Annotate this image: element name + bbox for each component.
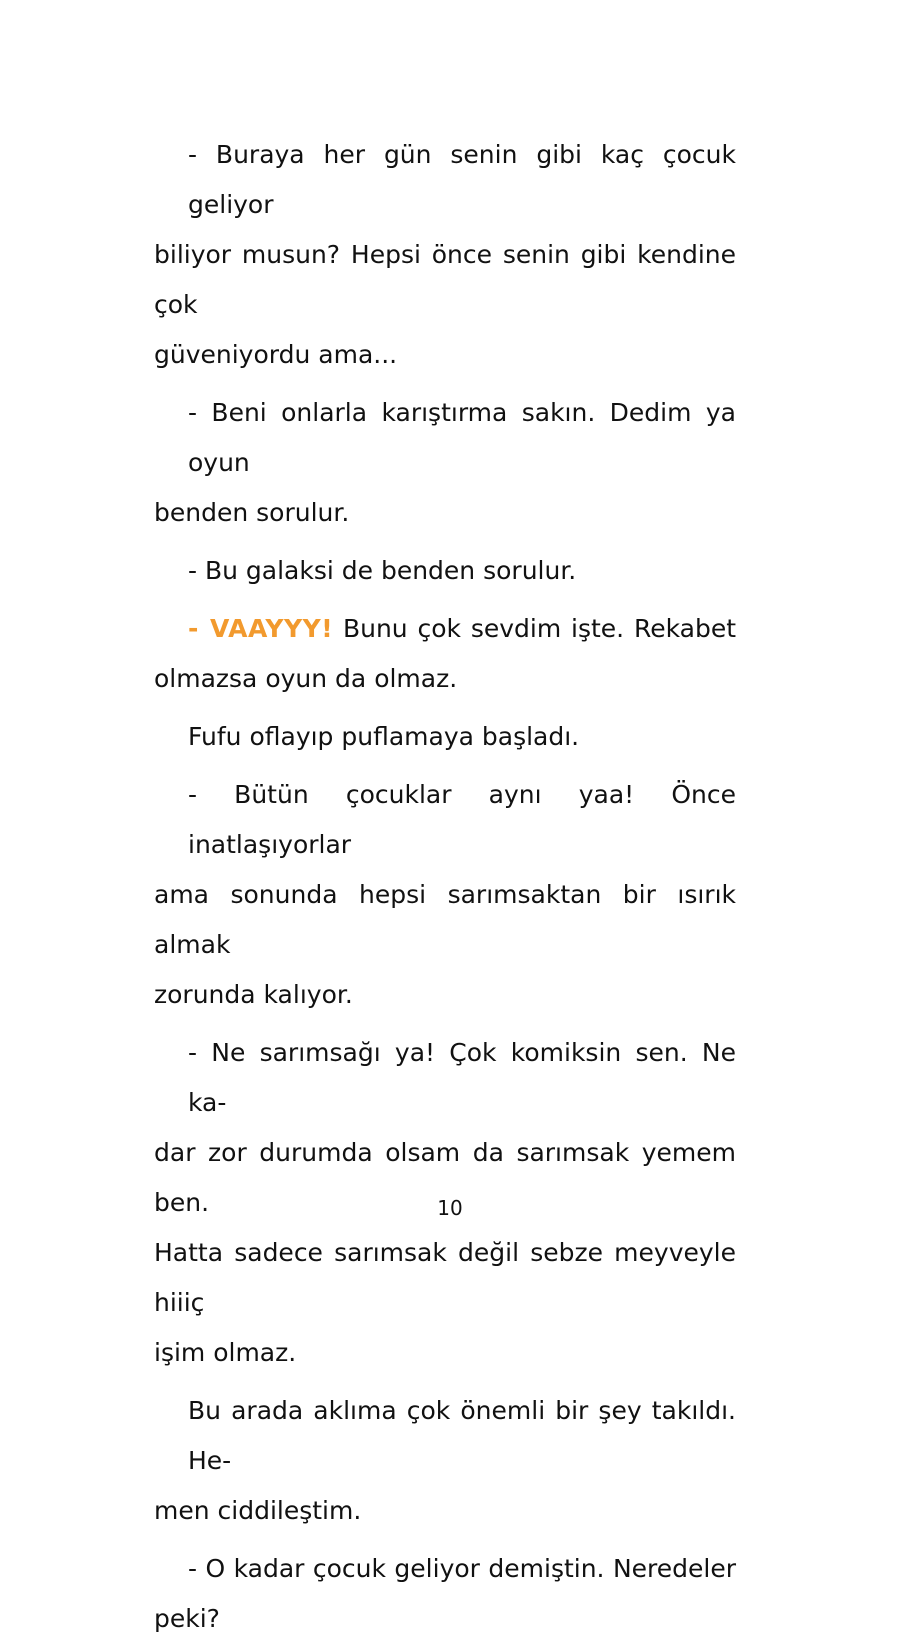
- text-line: - Bütün çocuklar aynı yaa! Önce inatlaşıyorlar: [188, 780, 736, 859]
- text-line: Hatta sadece sarımsak değil sebze meyveyle hiiiç: [154, 1238, 736, 1317]
- text-line: - Bu galaksi de benden sorulur.: [188, 556, 577, 585]
- page-number: 10: [437, 1196, 463, 1220]
- text-line: olmazsa oyun da olmaz.: [154, 664, 458, 693]
- text-line: - Buraya her gün senin gibi kaç çocuk geliyor: [188, 140, 736, 219]
- text-line: Fufu oflayıp puflamaya başladı.: [188, 722, 580, 751]
- paragraph-3: [154, 546, 736, 596]
- text-line: - O kadar çocuk geliyor demiştin. Neredeler: [188, 1554, 736, 1583]
- text-line: - Ne sarımsağı ya! Çok komiksin sen. Ne ka-: [188, 1038, 736, 1117]
- paragraph-8: [154, 1386, 736, 1536]
- paragraph-1: [154, 130, 736, 380]
- text-line: benden sorulur.: [154, 498, 350, 527]
- text-fragment: Bunu çok sevdim işte. Rekabet: [333, 614, 736, 643]
- text-line: men ciddileştim.: [154, 1496, 362, 1525]
- paragraph-2: [154, 388, 736, 538]
- exclamation-text: - VAAYYY!: [188, 614, 334, 643]
- text-line: [154, 604, 736, 654]
- text-line: zorunda kalıyor.: [154, 980, 353, 1009]
- paragraph-9: [154, 1544, 736, 1644]
- story-text: [154, 130, 736, 1644]
- text-line: Bu arada aklıma çok önemli bir şey takıldı. He-: [188, 1396, 736, 1475]
- text-line: biliyor musun? Hepsi önce senin gibi kendine çok: [154, 240, 736, 319]
- text-line: dar zor durumda olsam da sarımsak yemem ben.: [154, 1138, 736, 1217]
- text-line: güveniyordu ama...: [154, 340, 398, 369]
- paragraph-6: [154, 770, 736, 1020]
- text-line: - Beni onlarla karıştırma sakın. Dedim ya oyun: [188, 398, 736, 477]
- text-line: peki?: [154, 1604, 220, 1633]
- paragraph-5: [154, 712, 736, 762]
- text-line: ama sonunda hepsi sarımsaktan bir ısırık almak: [154, 880, 736, 959]
- paragraph-4: [154, 604, 736, 704]
- text-line: işim olmaz.: [154, 1338, 297, 1367]
